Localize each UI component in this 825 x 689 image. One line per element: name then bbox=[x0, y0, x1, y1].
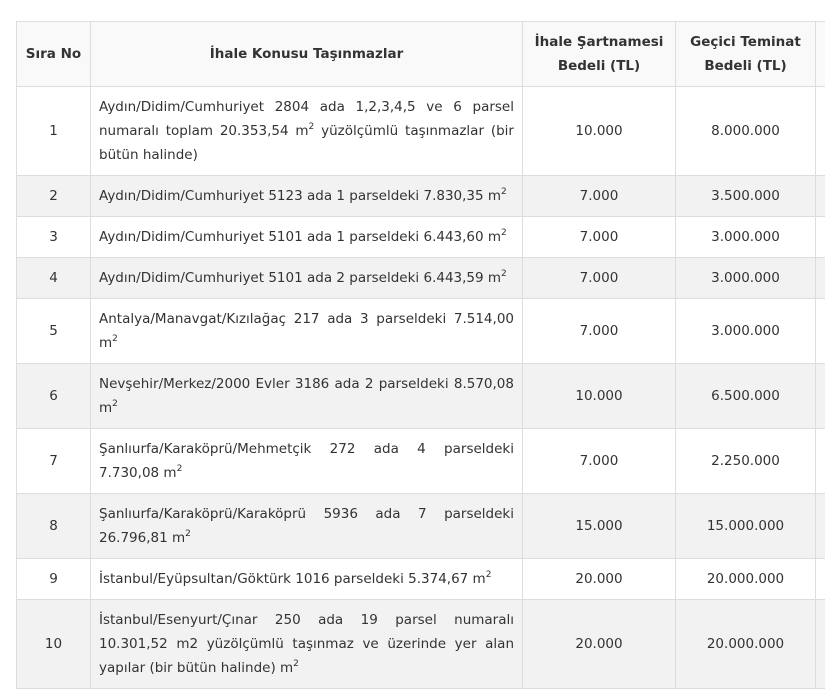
description-tail: yüzölçümlü taşınmazlar (bir bütün halinde) bbox=[99, 123, 514, 163]
area-unit-superscript: 2 bbox=[112, 399, 118, 409]
description-text: İstanbul/Eyüpsultan/Göktürk 1016 parseldeki 5.374,67 m bbox=[99, 571, 486, 587]
area-unit-superscript: 2 bbox=[501, 228, 507, 238]
description-text: Aydın/Didim/Cumhuriyet 2804 ada 1,2,3,4,5 ve 6 parsel numaralı toplam 20.353,54 m bbox=[99, 99, 514, 139]
cell-teminat-bedeli: 15.000.000 bbox=[676, 494, 816, 559]
cell-extra bbox=[816, 299, 825, 364]
cell-extra bbox=[816, 258, 825, 299]
cell-sartname-bedeli: 10.000 bbox=[523, 364, 676, 429]
description-text: İstanbul/Esenyurt/Çınar 250 ada 19 parsel numaralı 10.301,52 m2 yüzölçümlü taşınmaz ve üzerinde yer alan yapılar (bir bütün halinde) m bbox=[99, 612, 514, 676]
cell-sira-no: 3 bbox=[17, 217, 91, 258]
cell-extra bbox=[816, 176, 825, 217]
cell-sira-no: 9 bbox=[17, 559, 91, 600]
cell-sartname-bedeli: 7.000 bbox=[523, 258, 676, 299]
area-unit-superscript: 2 bbox=[177, 464, 183, 474]
area-unit-superscript: 2 bbox=[501, 269, 507, 279]
cell-teminat-bedeli: 6.500.000 bbox=[676, 364, 816, 429]
cell-sira-no: 4 bbox=[17, 258, 91, 299]
cell-sartname-bedeli: 20.000 bbox=[523, 600, 676, 689]
header-extra bbox=[816, 22, 825, 87]
header-teminat-bedeli: Geçici Teminat Bedeli (TL) bbox=[676, 22, 816, 87]
cell-ihale-konusu bbox=[91, 87, 523, 176]
description-text: Aydın/Didim/Cumhuriyet 5101 ada 1 parseldeki 6.443,60 m bbox=[99, 229, 501, 245]
header-ihale-konusu: İhale Konusu Taşınmazlar bbox=[91, 22, 523, 87]
description-text: Şanlıurfa/Karaköprü/Karaköprü 5936 ada 7 parseldeki 26.796,81 m bbox=[99, 506, 514, 546]
cell-ihale-konusu bbox=[91, 600, 523, 689]
table-row bbox=[17, 559, 825, 600]
cell-extra bbox=[816, 429, 825, 494]
description-text: Nevşehir/Merkez/2000 Evler 3186 ada 2 parseldeki 8.570,08 m bbox=[99, 376, 514, 416]
cell-teminat-bedeli: 20.000.000 bbox=[676, 559, 816, 600]
cell-ihale-konusu bbox=[91, 494, 523, 559]
description-text: Aydın/Didim/Cumhuriyet 5123 ada 1 parseldeki 7.830,35 m bbox=[99, 188, 501, 204]
cell-sira-no: 1 bbox=[17, 87, 91, 176]
cell-extra bbox=[816, 494, 825, 559]
cell-teminat-bedeli: 20.000.000 bbox=[676, 600, 816, 689]
cell-teminat-bedeli: 3.500.000 bbox=[676, 176, 816, 217]
cell-ihale-konusu bbox=[91, 559, 523, 600]
cell-teminat-bedeli: 8.000.000 bbox=[676, 87, 816, 176]
area-unit-superscript: 2 bbox=[185, 529, 191, 539]
cell-sartname-bedeli: 20.000 bbox=[523, 559, 676, 600]
table-row bbox=[17, 299, 825, 364]
area-unit-superscript: 2 bbox=[486, 570, 492, 580]
cell-ihale-konusu bbox=[91, 364, 523, 429]
description-text: Şanlıurfa/Karaköprü/Mehmetçik 272 ada 4 parseldeki 7.730,08 m bbox=[99, 441, 514, 481]
table-row bbox=[17, 429, 825, 494]
description-text: Aydın/Didim/Cumhuriyet 5101 ada 2 parseldeki 6.443,59 m bbox=[99, 270, 501, 286]
cell-sartname-bedeli: 7.000 bbox=[523, 217, 676, 258]
header-sartname-bedeli: İhale Şartnamesi Bedeli (TL) bbox=[523, 22, 676, 87]
table-row bbox=[17, 258, 825, 299]
table-row bbox=[17, 364, 825, 429]
cell-sartname-bedeli: 7.000 bbox=[523, 299, 676, 364]
cell-extra bbox=[816, 87, 825, 176]
cell-ihale-konusu bbox=[91, 429, 523, 494]
cell-sira-no: 5 bbox=[17, 299, 91, 364]
description-text: Antalya/Manavgat/Kızılağaç 217 ada 3 parseldeki 7.514,00 m bbox=[99, 311, 514, 351]
cell-sira-no: 2 bbox=[17, 176, 91, 217]
ihale-table bbox=[16, 21, 825, 689]
area-unit-superscript: 2 bbox=[309, 122, 315, 132]
area-unit-superscript: 2 bbox=[112, 334, 118, 344]
header-sira-no: Sıra No bbox=[17, 22, 91, 87]
cell-sartname-bedeli: 7.000 bbox=[523, 429, 676, 494]
cell-sira-no: 10 bbox=[17, 600, 91, 689]
table-row bbox=[17, 87, 825, 176]
cell-extra bbox=[816, 217, 825, 258]
cell-sira-no: 8 bbox=[17, 494, 91, 559]
table-row bbox=[17, 217, 825, 258]
cell-ihale-konusu bbox=[91, 299, 523, 364]
cell-teminat-bedeli: 3.000.000 bbox=[676, 299, 816, 364]
cell-ihale-konusu bbox=[91, 176, 523, 217]
cell-sartname-bedeli: 10.000 bbox=[523, 87, 676, 176]
cell-extra bbox=[816, 364, 825, 429]
cell-sartname-bedeli: 15.000 bbox=[523, 494, 676, 559]
cell-ihale-konusu bbox=[91, 217, 523, 258]
cell-teminat-bedeli: 3.000.000 bbox=[676, 217, 816, 258]
cell-teminat-bedeli: 3.000.000 bbox=[676, 258, 816, 299]
cell-sartname-bedeli: 7.000 bbox=[523, 176, 676, 217]
table-row bbox=[17, 176, 825, 217]
cell-ihale-konusu bbox=[91, 258, 523, 299]
cell-extra bbox=[816, 559, 825, 600]
area-unit-superscript: 2 bbox=[501, 187, 507, 197]
cell-sira-no: 7 bbox=[17, 429, 91, 494]
table-row bbox=[17, 494, 825, 559]
cell-sira-no: 6 bbox=[17, 364, 91, 429]
area-unit-superscript: 2 bbox=[293, 659, 299, 669]
cell-extra bbox=[816, 600, 825, 689]
header-row bbox=[17, 22, 825, 87]
table-row bbox=[17, 600, 825, 689]
cell-teminat-bedeli: 2.250.000 bbox=[676, 429, 816, 494]
